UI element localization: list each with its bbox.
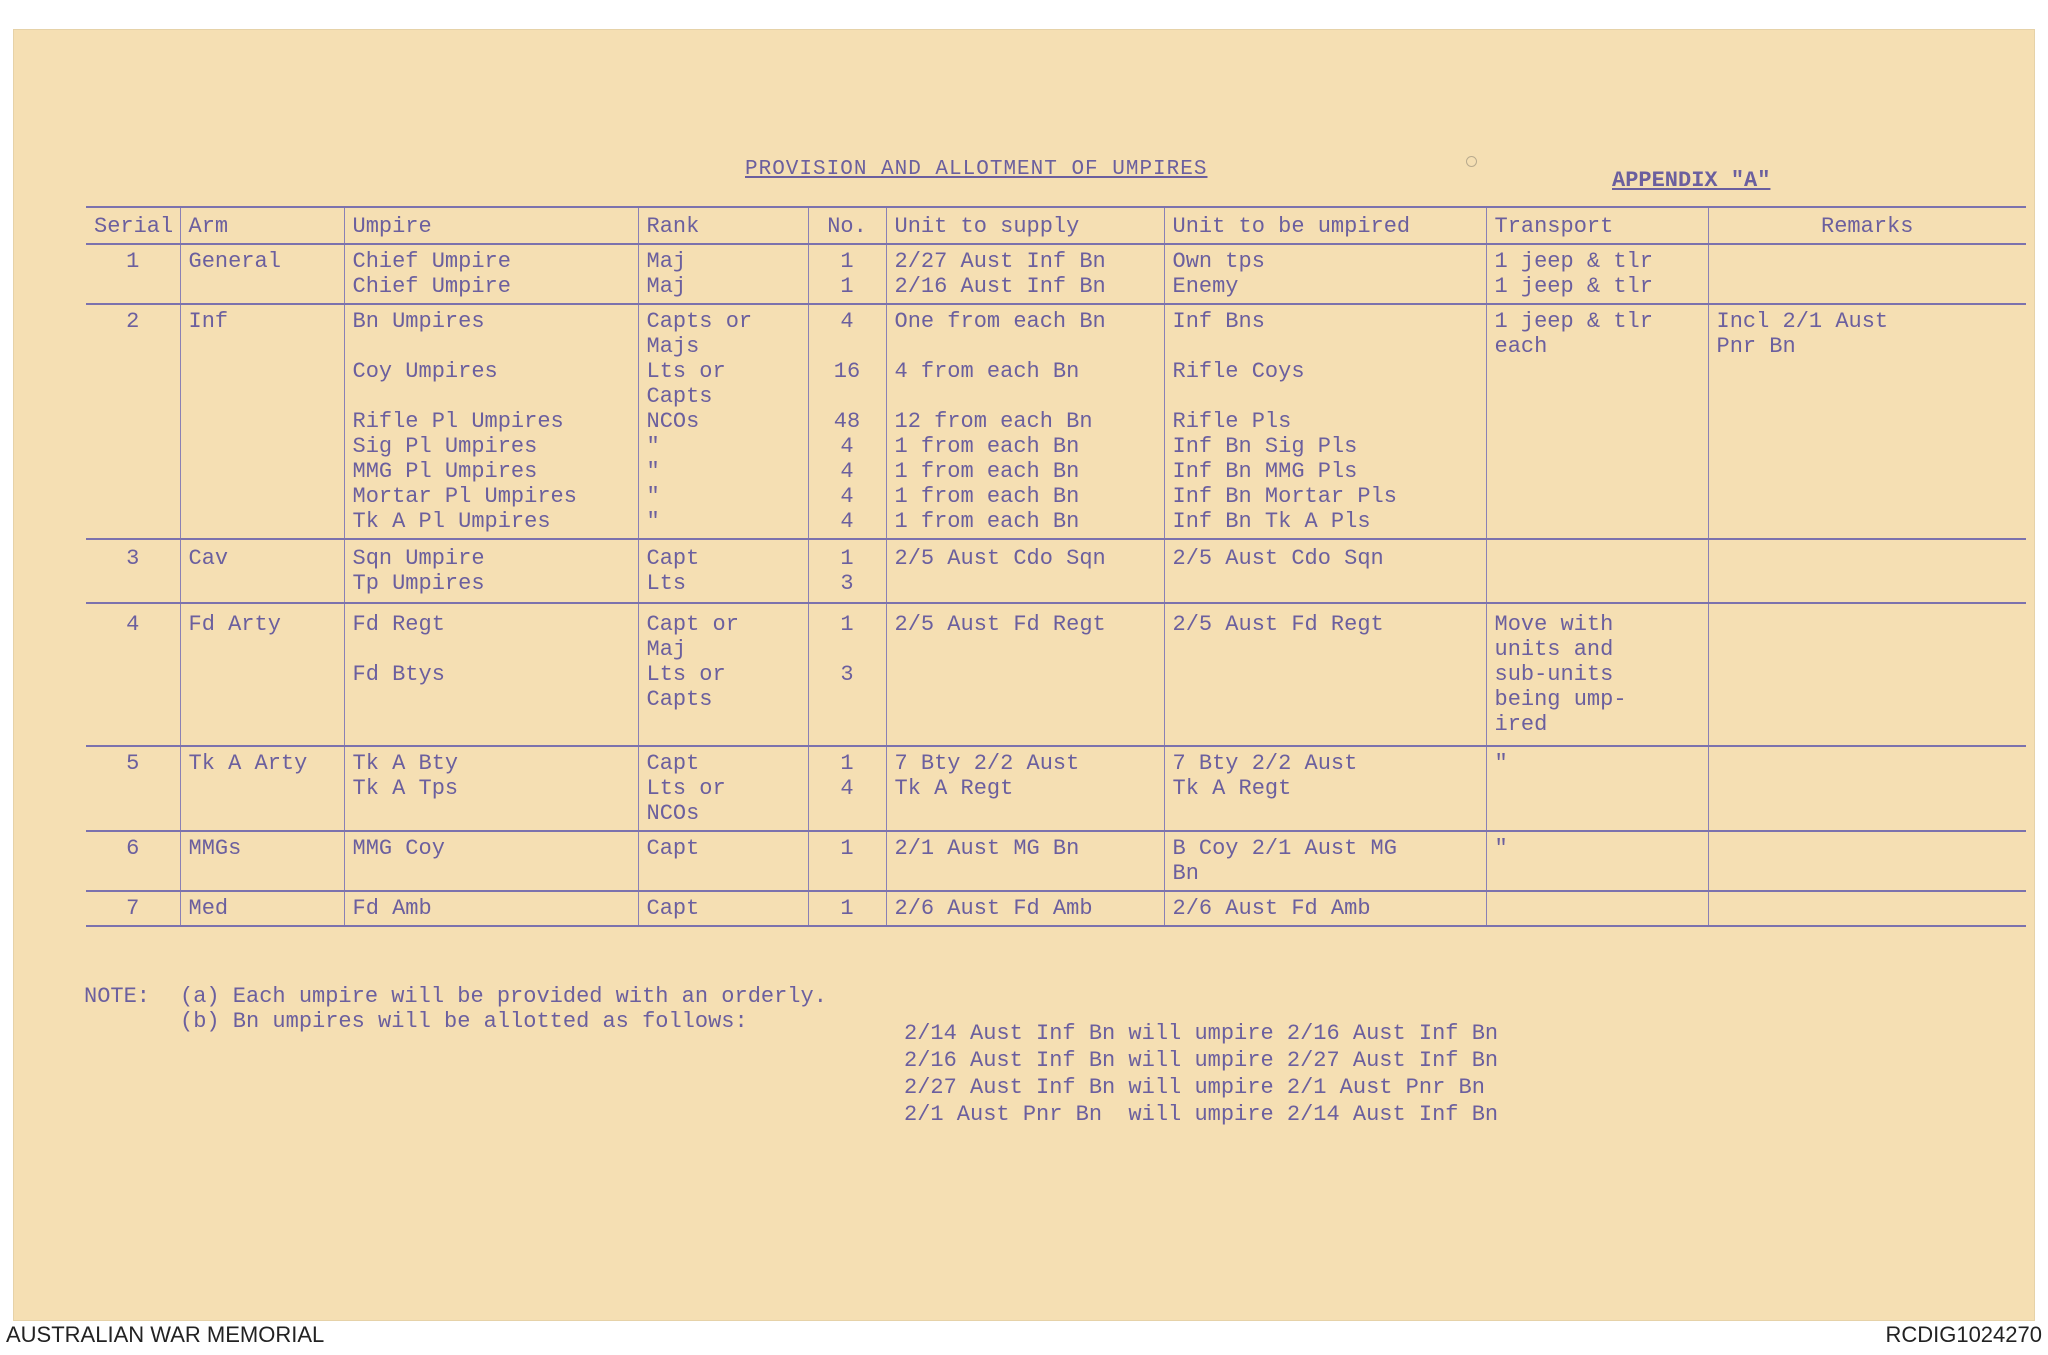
cell-rank-line: Capt bbox=[646, 546, 700, 571]
cell-rank-line: Lts or bbox=[646, 776, 726, 801]
cell-umpire-line: Coy Umpires bbox=[352, 359, 498, 384]
appendix-label: APPENDIX "A" bbox=[1612, 168, 1771, 193]
cell-umpire-line: Fd Regt bbox=[352, 612, 445, 637]
cell-umpire-line: Mortar Pl Umpires bbox=[352, 484, 577, 509]
cell-arm: Fd Arty bbox=[180, 603, 344, 746]
cell-number-line bbox=[817, 637, 878, 662]
cell-number bbox=[808, 304, 886, 539]
cell-unit-to-be-umpired-line: Tk A Regt bbox=[1172, 776, 1292, 801]
cell-transport-line: 1 jeep & tlr bbox=[1494, 274, 1653, 299]
cell-number bbox=[808, 831, 886, 891]
cell-transport-line: 1 jeep & tlr bbox=[1494, 249, 1653, 274]
cell-rank-line: Maj bbox=[646, 274, 687, 299]
cell-unit-to-supply-line: 1 from each Bn bbox=[894, 509, 1080, 534]
document-title: PROVISION AND ALLOTMENT OF UMPIRES bbox=[745, 158, 1208, 181]
cell-umpire bbox=[344, 244, 638, 304]
cell-umpire-line: Chief Umpire bbox=[352, 274, 511, 299]
cell-unit-to-supply-line: One from each Bn bbox=[894, 309, 1106, 334]
cell-serial: 2 bbox=[126, 309, 140, 334]
cell-number-line bbox=[817, 334, 878, 359]
cell-unit-to-be-umpired bbox=[1164, 244, 1486, 304]
cell-serial: 3 bbox=[126, 546, 140, 571]
cell-unit-to-be-umpired-line: 2/6 Aust Fd Amb bbox=[1172, 896, 1371, 921]
allotment-line: 2/1 Aust Pnr Bn will umpire 2/14 Aust Inf Bn bbox=[904, 1102, 1499, 1127]
cell-transport-line: " bbox=[1494, 751, 1508, 776]
allotment-line: 2/16 Aust Inf Bn will umpire 2/27 Aust Inf Bn bbox=[904, 1048, 1499, 1073]
cell-rank bbox=[638, 831, 808, 891]
cell-unit-to-be-umpired-line: Rifle Pls bbox=[1172, 409, 1292, 434]
footer-source: AUSTRALIAN WAR MEMORIAL bbox=[6, 1322, 325, 1347]
cell-number-line: 1 bbox=[840, 546, 854, 571]
cell-unit-to-supply-line: 7 Bty 2/2 Aust bbox=[894, 751, 1080, 776]
note-b: (b) Bn umpires will be allotted as follows: bbox=[180, 1009, 748, 1034]
cell-transport-line: sub-units bbox=[1494, 662, 1614, 687]
cell-umpire-line bbox=[353, 637, 630, 662]
column-header: Remarks bbox=[1708, 207, 2026, 244]
cell-serial: 7 bbox=[126, 896, 140, 921]
cell-umpire-line: Sqn Umpire bbox=[352, 546, 485, 571]
cell-unit-to-supply bbox=[886, 746, 1164, 831]
cell-transport-line: 1 jeep & tlr bbox=[1494, 309, 1653, 334]
cell-arm: Cav bbox=[180, 539, 344, 603]
cell-transport bbox=[1486, 539, 1708, 603]
cell-unit-to-be-umpired-line: Bn bbox=[1172, 861, 1199, 886]
cell-rank-line: Maj bbox=[646, 637, 687, 662]
cell-unit-to-be-umpired-line: Inf Bn MMG Pls bbox=[1172, 459, 1358, 484]
cell-rank bbox=[638, 244, 808, 304]
cell-unit-to-supply bbox=[886, 891, 1164, 926]
cell-number-line: 3 bbox=[840, 571, 854, 596]
allotment-list bbox=[904, 1020, 1498, 1128]
cell-unit-to-supply-line: 2/5 Aust Fd Regt bbox=[894, 612, 1106, 637]
cell-umpire-line bbox=[353, 384, 630, 409]
column-header: Serial bbox=[86, 207, 180, 244]
column-header: Rank bbox=[638, 207, 808, 244]
cell-umpire-line: Fd Btys bbox=[352, 662, 445, 687]
cell-number-line bbox=[817, 384, 878, 409]
cell-transport bbox=[1486, 746, 1708, 831]
table-row bbox=[86, 539, 2026, 603]
cell-arm: General bbox=[180, 244, 344, 304]
cell-unit-to-supply bbox=[886, 603, 1164, 746]
footer-reference: RCDIG1024270 bbox=[1885, 1322, 2042, 1347]
cell-rank-line: " bbox=[646, 434, 660, 459]
cell-number-line: 16 bbox=[833, 359, 861, 384]
cell-unit-to-supply-line: 12 from each Bn bbox=[894, 409, 1093, 434]
cell-arm: MMGs bbox=[180, 831, 344, 891]
cell-rank-line: Majs bbox=[646, 334, 700, 359]
cell-unit-to-be-umpired-line: Inf Bn Tk A Pls bbox=[1172, 509, 1371, 534]
cell-transport bbox=[1486, 891, 1708, 926]
cell-number-line: 1 bbox=[840, 274, 854, 299]
cell-umpire-line: Rifle Pl Umpires bbox=[352, 409, 564, 434]
cell-rank-line: Capt bbox=[646, 896, 700, 921]
punch-hole bbox=[1466, 156, 1477, 167]
cell-unit-to-supply-line: 2/5 Aust Cdo Sqn bbox=[894, 546, 1106, 571]
cell-unit-to-supply-line bbox=[895, 334, 1156, 359]
cell-unit-to-supply-line: 2/6 Aust Fd Amb bbox=[894, 896, 1093, 921]
cell-remarks bbox=[1708, 304, 2026, 539]
column-header: Unit to supply bbox=[886, 207, 1164, 244]
column-header: No. bbox=[808, 207, 886, 244]
cell-rank-line: Capt or bbox=[646, 612, 739, 637]
cell-unit-to-be-umpired bbox=[1164, 746, 1486, 831]
cell-rank-line: Capts or bbox=[646, 309, 753, 334]
cell-rank-line: Lts or bbox=[646, 359, 726, 384]
cell-unit-to-supply-line: 1 from each Bn bbox=[894, 484, 1080, 509]
cell-number-line: 4 bbox=[840, 776, 854, 801]
cell-serial: 4 bbox=[126, 612, 140, 637]
cell-rank bbox=[638, 891, 808, 926]
cell-number-line: 4 bbox=[840, 459, 854, 484]
allotment-line: 2/14 Aust Inf Bn will umpire 2/16 Aust Inf Bn bbox=[904, 1021, 1499, 1046]
table-row bbox=[86, 891, 2026, 926]
cell-rank-line: Capt bbox=[646, 751, 700, 776]
table-row bbox=[86, 746, 2026, 831]
cell-transport-line: units and bbox=[1494, 637, 1614, 662]
cell-umpire-line: Tp Umpires bbox=[352, 571, 485, 596]
cell-transport-line: being ump- bbox=[1494, 687, 1627, 712]
cell-unit-to-be-umpired-line bbox=[1173, 384, 1478, 409]
cell-remarks bbox=[1708, 244, 2026, 304]
cell-serial: 1 bbox=[126, 249, 140, 274]
table-row bbox=[86, 831, 2026, 891]
cell-unit-to-be-umpired bbox=[1164, 539, 1486, 603]
cell-umpire-line: Bn Umpires bbox=[352, 309, 485, 334]
cell-number-line: 1 bbox=[840, 836, 854, 861]
cell-unit-to-supply-line: Tk A Regt bbox=[894, 776, 1014, 801]
cell-umpire-line: Tk A Bty bbox=[352, 751, 459, 776]
column-header: Transport bbox=[1486, 207, 1708, 244]
cell-number-line: 1 bbox=[840, 896, 854, 921]
cell-unit-to-be-umpired bbox=[1164, 891, 1486, 926]
note-spacer bbox=[84, 1009, 180, 1034]
cell-unit-to-supply bbox=[886, 304, 1164, 539]
cell-rank-line: Capts bbox=[646, 384, 713, 409]
cell-unit-to-be-umpired bbox=[1164, 603, 1486, 746]
cell-umpire-line: Chief Umpire bbox=[352, 249, 511, 274]
cell-serial: 6 bbox=[126, 836, 140, 861]
cell-unit-to-be-umpired-line: Inf Bn Mortar Pls bbox=[1172, 484, 1397, 509]
note-label: NOTE: bbox=[84, 984, 151, 1009]
cell-umpire-line: Sig Pl Umpires bbox=[352, 434, 538, 459]
cell-umpire-line: Tk A Tps bbox=[352, 776, 459, 801]
column-header: Unit to be umpired bbox=[1164, 207, 1486, 244]
cell-remarks bbox=[1708, 746, 2026, 831]
cell-unit-to-supply bbox=[886, 244, 1164, 304]
cell-remarks bbox=[1708, 539, 2026, 603]
cell-unit-to-supply bbox=[886, 539, 1164, 603]
cell-unit-to-be-umpired bbox=[1164, 831, 1486, 891]
cell-rank-line: " bbox=[646, 484, 660, 509]
cell-umpire-line: Tk A Pl Umpires bbox=[352, 509, 551, 534]
cell-number-line: 4 bbox=[840, 434, 854, 459]
cell-transport-line: " bbox=[1494, 836, 1508, 861]
cell-umpire bbox=[344, 746, 638, 831]
cell-rank-line: Capt bbox=[646, 836, 700, 861]
cell-remarks bbox=[1708, 603, 2026, 746]
cell-rank-line: " bbox=[646, 459, 660, 484]
cell-rank-line: NCOs bbox=[646, 801, 700, 826]
cell-remarks bbox=[1708, 831, 2026, 891]
cell-unit-to-be-umpired-line: 2/5 Aust Fd Regt bbox=[1172, 612, 1384, 637]
table-row bbox=[86, 304, 2026, 539]
cell-number-line: 4 bbox=[840, 309, 854, 334]
cell-umpire bbox=[344, 304, 638, 539]
cell-unit-to-be-umpired-line: 7 Bty 2/2 Aust bbox=[1172, 751, 1358, 776]
cell-unit-to-supply-line: 4 from each Bn bbox=[894, 359, 1080, 384]
cell-unit-to-be-umpired-line bbox=[1173, 334, 1478, 359]
cell-transport-line: each bbox=[1494, 334, 1548, 359]
column-header: Umpire bbox=[344, 207, 638, 244]
umpires-table bbox=[86, 206, 2026, 927]
cell-number-line: 48 bbox=[833, 409, 861, 434]
cell-unit-to-supply-line: 1 from each Bn bbox=[894, 434, 1080, 459]
cell-unit-to-be-umpired-line: Enemy bbox=[1172, 274, 1239, 299]
cell-number-line: 3 bbox=[840, 662, 854, 687]
cell-umpire-line: MMG Pl Umpires bbox=[352, 459, 538, 484]
cell-rank-line: Maj bbox=[646, 249, 687, 274]
cell-arm: Tk A Arty bbox=[180, 746, 344, 831]
cell-unit-to-be-umpired-line: Inf Bn Sig Pls bbox=[1172, 434, 1358, 459]
cell-rank bbox=[638, 539, 808, 603]
cell-number-line: 1 bbox=[840, 249, 854, 274]
cell-unit-to-be-umpired-line: B Coy 2/1 Aust MG bbox=[1172, 836, 1397, 861]
cell-transport-line: ired bbox=[1494, 712, 1548, 737]
cell-unit-to-supply-line: 2/1 Aust MG Bn bbox=[894, 836, 1080, 861]
table-row bbox=[86, 244, 2026, 304]
cell-rank-line: Capts bbox=[646, 687, 713, 712]
cell-unit-to-supply-line bbox=[895, 384, 1156, 409]
cell-transport bbox=[1486, 304, 1708, 539]
cell-unit-to-supply-line: 2/16 Aust Inf Bn bbox=[894, 274, 1106, 299]
cell-transport bbox=[1486, 244, 1708, 304]
cell-number bbox=[808, 746, 886, 831]
table-body bbox=[86, 244, 2026, 926]
cell-unit-to-supply-line: 2/27 Aust Inf Bn bbox=[894, 249, 1106, 274]
cell-transport-line: Move with bbox=[1494, 612, 1614, 637]
cell-number bbox=[808, 603, 886, 746]
cell-umpire bbox=[344, 891, 638, 926]
cell-number bbox=[808, 244, 886, 304]
cell-number-line: 1 bbox=[840, 612, 854, 637]
cell-umpire bbox=[344, 539, 638, 603]
cell-arm: Inf bbox=[180, 304, 344, 539]
note-a: (a) Each umpire will be provided with an orderly. bbox=[180, 984, 827, 1009]
cell-umpire-line: Fd Amb bbox=[352, 896, 432, 921]
cell-remarks-line: Incl 2/1 Aust bbox=[1716, 309, 1889, 334]
notes-block bbox=[84, 984, 827, 1034]
table-header-row bbox=[86, 207, 2026, 244]
cell-transport bbox=[1486, 831, 1708, 891]
cell-transport bbox=[1486, 603, 1708, 746]
cell-rank-line: Lts bbox=[646, 571, 687, 596]
cell-arm: Med bbox=[180, 891, 344, 926]
cell-unit-to-be-umpired-line: Own tps bbox=[1172, 249, 1265, 274]
cell-rank bbox=[638, 304, 808, 539]
cell-umpire-line bbox=[353, 334, 630, 359]
cell-number-line: 4 bbox=[840, 484, 854, 509]
allotment-line: 2/27 Aust Inf Bn will umpire 2/1 Aust Pnr Bn bbox=[904, 1075, 1485, 1100]
cell-rank-line: NCOs bbox=[646, 409, 700, 434]
cell-number bbox=[808, 891, 886, 926]
table-row bbox=[86, 603, 2026, 746]
cell-rank-line: Lts or bbox=[646, 662, 726, 687]
cell-unit-to-be-umpired-line: Rifle Coys bbox=[1172, 359, 1305, 384]
cell-number-line: 4 bbox=[840, 509, 854, 534]
cell-unit-to-supply bbox=[886, 831, 1164, 891]
cell-umpire bbox=[344, 603, 638, 746]
cell-unit-to-be-umpired-line: Inf Bns bbox=[1172, 309, 1265, 334]
cell-umpire bbox=[344, 831, 638, 891]
cell-number bbox=[808, 539, 886, 603]
column-header: Arm bbox=[180, 207, 344, 244]
cell-remarks bbox=[1708, 891, 2026, 926]
cell-number-line: 1 bbox=[840, 751, 854, 776]
cell-unit-to-supply-line: 1 from each Bn bbox=[894, 459, 1080, 484]
cell-serial: 5 bbox=[126, 751, 140, 776]
cell-umpire-line: MMG Coy bbox=[352, 836, 445, 861]
cell-unit-to-be-umpired bbox=[1164, 304, 1486, 539]
cell-unit-to-be-umpired-line: 2/5 Aust Cdo Sqn bbox=[1172, 546, 1384, 571]
cell-rank-line: " bbox=[646, 509, 660, 534]
cell-rank bbox=[638, 603, 808, 746]
cell-rank bbox=[638, 746, 808, 831]
cell-remarks-line: Pnr Bn bbox=[1716, 334, 1796, 359]
